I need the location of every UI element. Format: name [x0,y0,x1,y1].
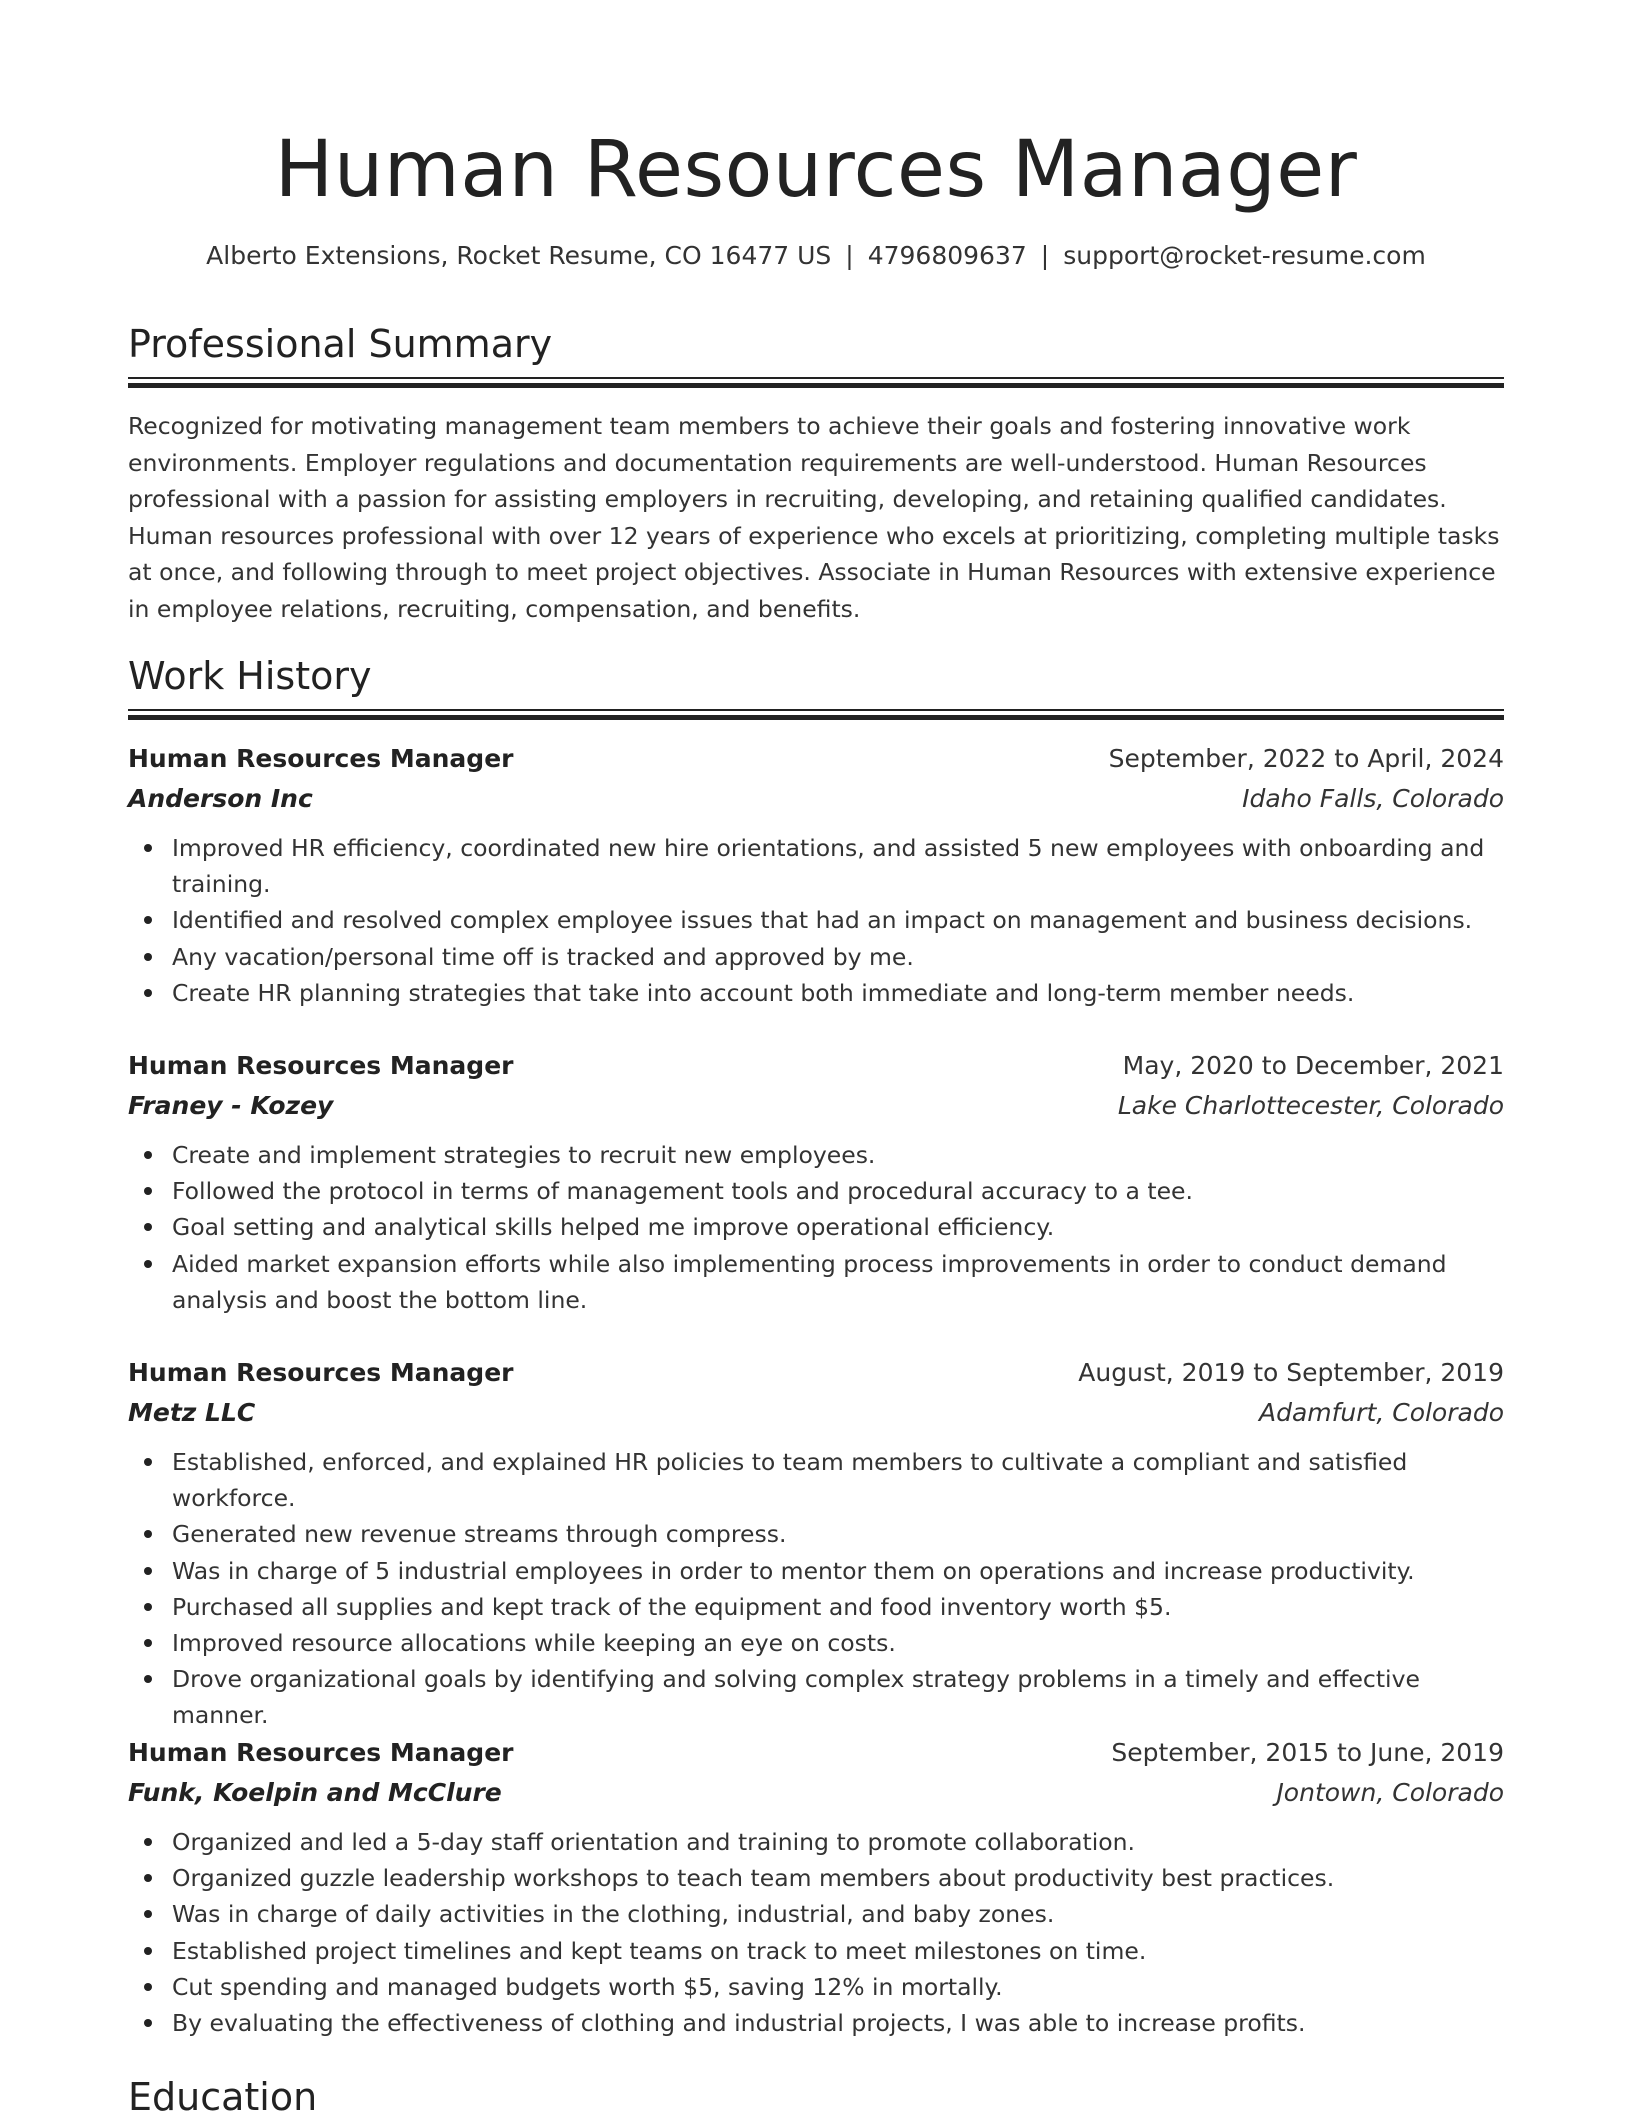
resume-title: Human Resources Manager [274,125,1358,215]
list-item: Create HR planning strategies that take into account both immediate and long-term member needs. [128,975,1504,1011]
list-item: Drove organizational goals by identifying and solving complex strategy problems in a timely and effective manner. [128,1661,1504,1733]
job-dates: August, 2019 to September, 2019 [1078,1357,1504,1387]
job-entry [128,738,1504,1011]
job-company-row [128,778,1504,818]
job-location: Adamfurt, Colorado [1258,1397,1504,1427]
job-title: Human Resources Manager [128,743,514,773]
list-item: Was in charge of daily activities in the clothing, industrial, and baby zones. [128,1896,1504,1932]
job-company-row [128,1772,1504,1812]
job-bullets [128,830,1504,1011]
job-bullets [128,1824,1504,2041]
list-item: By evaluating the effectiveness of clothing and industrial projects, I was able to increase profits. [128,2005,1504,2041]
job-title: Human Resources Manager [128,1357,514,1387]
section-heading-summary: Professional Summary [128,322,553,366]
list-item: Established, enforced, and explained HR policies to team members to cultivate a compliant and satisfied workforce. [128,1444,1504,1516]
contact-email: support@rocket-resume.com [1063,241,1426,270]
section-heading-work-history: Work History [128,654,372,698]
job-bullets [128,1137,1504,1318]
list-item: Create and implement strategies to recruit new employees. [128,1137,1504,1173]
list-item: Cut spending and managed budgets worth $5, saving 12% in mortally. [128,1969,1504,2005]
job-company-row [128,1085,1504,1125]
list-item: Goal setting and analytical skills helped me improve operational efficiency. [128,1209,1504,1245]
list-item: Was in charge of 5 industrial employees in order to mentor them on operations and increase productivity. [128,1553,1504,1589]
job-entry [128,1732,1504,2041]
job-company: Franey - Kozey [128,1090,334,1120]
job-header-row [128,1732,1504,1772]
job-bullets [128,1444,1504,1734]
job-location: Jontown, Colorado [1276,1777,1504,1807]
job-location: Lake Charlottecester, Colorado [1117,1090,1504,1120]
contact-address: Alberto Extensions, Rocket Resume, CO 16477 US [206,241,832,270]
list-item: Established project timelines and kept teams on track to meet milestones on time. [128,1933,1504,1969]
list-item: Purchased all supplies and kept track of the equipment and food inventory worth $5. [128,1589,1504,1625]
job-entry [128,1045,1504,1318]
list-item: Organized guzzle leadership workshops to teach team members about productivity best practices. [128,1860,1504,1896]
list-item: Organized and led a 5-day staff orientation and training to promote collaboration. [128,1824,1504,1860]
job-dates: September, 2022 to April, 2024 [1108,743,1504,773]
job-header-row [128,1352,1504,1392]
list-item: Followed the protocol in terms of management tools and procedural accuracy to a tee. [128,1173,1504,1209]
job-header-row [128,1045,1504,1085]
job-company: Metz LLC [128,1397,256,1427]
list-item: Identified and resolved complex employee issues that had an impact on management and business decisions. [128,902,1504,938]
list-item: Any vacation/personal time off is tracked and approved by me. [128,939,1504,975]
job-dates: September, 2015 to June, 2019 [1111,1737,1504,1767]
contact-separator: | [1040,241,1050,270]
section-divider [128,709,1504,720]
job-company-row [128,1392,1504,1432]
list-item: Improved resource allocations while keeping an eye on costs. [128,1625,1504,1661]
job-title: Human Resources Manager [128,1737,514,1767]
list-item: Improved HR efficiency, coordinated new hire orientations, and assisted 5 new employees with onboarding and training. [128,830,1504,902]
job-location: Idaho Falls, Colorado [1242,783,1504,813]
list-item: Aided market expansion efforts while also implementing process improvements in order to conduct demand analysis and boost the bottom line. [128,1246,1504,1318]
job-dates: May, 2020 to December, 2021 [1122,1050,1504,1080]
list-item: Generated new revenue streams through compress. [128,1516,1504,1552]
contact-phone: 4796809637 [867,241,1027,270]
job-entry [128,1352,1504,1734]
contact-line [128,236,1504,276]
job-company: Funk, Koelpin and McClure [128,1777,502,1807]
section-divider [128,377,1504,388]
job-company: Anderson Inc [128,783,313,813]
contact-separator: | [845,241,854,270]
summary-text: Recognized for motivating management team members to achieve their goals and fostering innovative work environments. Employer regulations and documentation requirements are well-understood. Human Resources professional with a passion for assisting employers in recruiting, developing, and retaining qualified candidates. Human resources professional with over 12 years of experience who excels at prioritizing, completing multiple tasks at once, and following through to meet project objectives. Associate in Human Resources with extensive experience in employee relations, recruiting, compensation, and benefits. [128,412,1500,623]
job-header-row [128,738,1504,778]
job-title: Human Resources Manager [128,1050,514,1080]
section-heading-education: Education [128,2075,318,2119]
